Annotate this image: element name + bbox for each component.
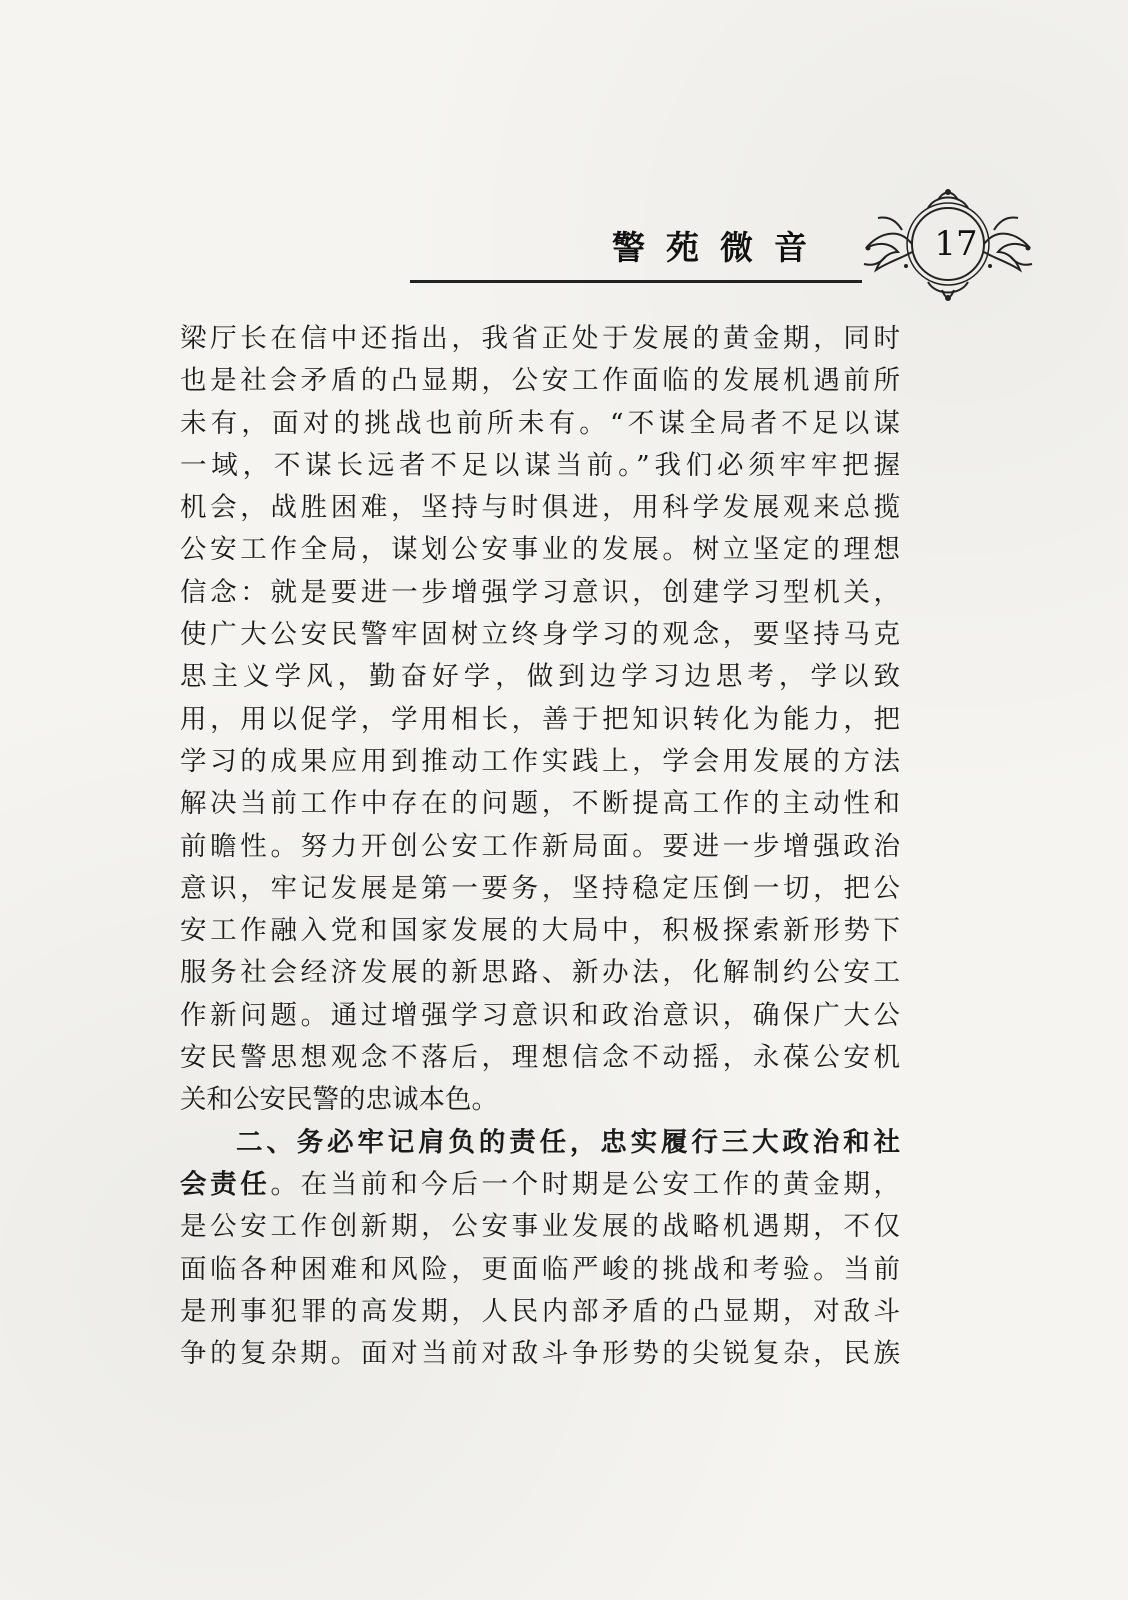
page-number: 17 [934,224,978,264]
running-title: 警苑微音 [612,228,828,267]
body-text [180,318,900,1375]
text-line: 面临各种困难和风险，更面临严峻的挑战和考验。当前 [180,1253,900,1285]
text-line: 关和公安民警的忠诚本色。 [180,1084,498,1116]
section-heading: 二、务必牢记肩负的责任，忠实履行三大政治和社 [236,1126,900,1158]
text-line: 前瞻性。努力开创公安工作新局面。要进一步增强政治 [180,830,900,862]
text-line: 一域，不谋长远者不足以谋当前。”我们必须牢牢把握 [180,449,900,481]
text-line: 是刑事犯罪的高发期，人民内部矛盾的凸显期，对敌斗 [180,1295,900,1327]
text-line: 使广大公安民警牢固树立终身学习的观念，要坚持马克 [180,619,900,651]
text-line: 服务社会经济发展的新思路、新办法，化解制约公安工 [180,957,900,989]
text-line: 是公安工作创新期，公安事业发展的战略机遇期，不仅 [180,1211,900,1243]
section-heading-bold-end: 会责任 [180,1168,271,1200]
text-line: 用，用以促学，学用相长，善于把知识转化为能力，把 [180,703,900,735]
text-line: 意识，牢记发展是第一要务，坚持稳定压倒一切，把公 [180,872,900,904]
text-line: 信念：就是要进一步增强学习意识，创建学习型机关， [180,576,900,608]
section-heading-continuation [180,1164,900,1206]
text-line: 安工作融入党和国家发展的大局中，积极探索新形势下 [180,915,900,947]
text-line: 争的复杂期。面对当前对敌斗争形势的尖锐复杂，民族 [180,1338,900,1370]
text-line: 学习的成果应用到推动工作实践上，学会用发展的方法 [180,745,900,777]
text-line: 机会，战胜困难，坚持与时俱进，用科学发展观来总揽 [180,492,900,524]
section-heading-rest: 。在当前和今后一个时期是公安工作的黄金期， [270,1168,901,1200]
header-rule [410,280,862,283]
text-line: 解决当前工作中存在的问题，不断提高工作的主动性和 [180,788,900,820]
text-line: 未有，面对的挑战也前所未有。“不谋全局者不足以谋 [180,407,900,439]
text-line: 也是社会矛盾的凸显期，公安工作面临的发展机遇前所 [180,365,900,397]
text-line: 思主义学风，勤奋好学，做到边学习边思考，学以致 [180,661,900,693]
text-line: 公安工作全局，谋划公安事业的发展。树立坚定的理想 [180,534,900,566]
text-line: 作新问题。通过增强学习意识和政治意识，确保广大公 [180,999,900,1031]
text-line: 梁厅长在信中还指出，我省正处于发展的黄金期，同时 [180,323,900,354]
text-line: 安民警思想观念不落后，理想信念不动摇，永葆公安机 [180,1042,900,1074]
